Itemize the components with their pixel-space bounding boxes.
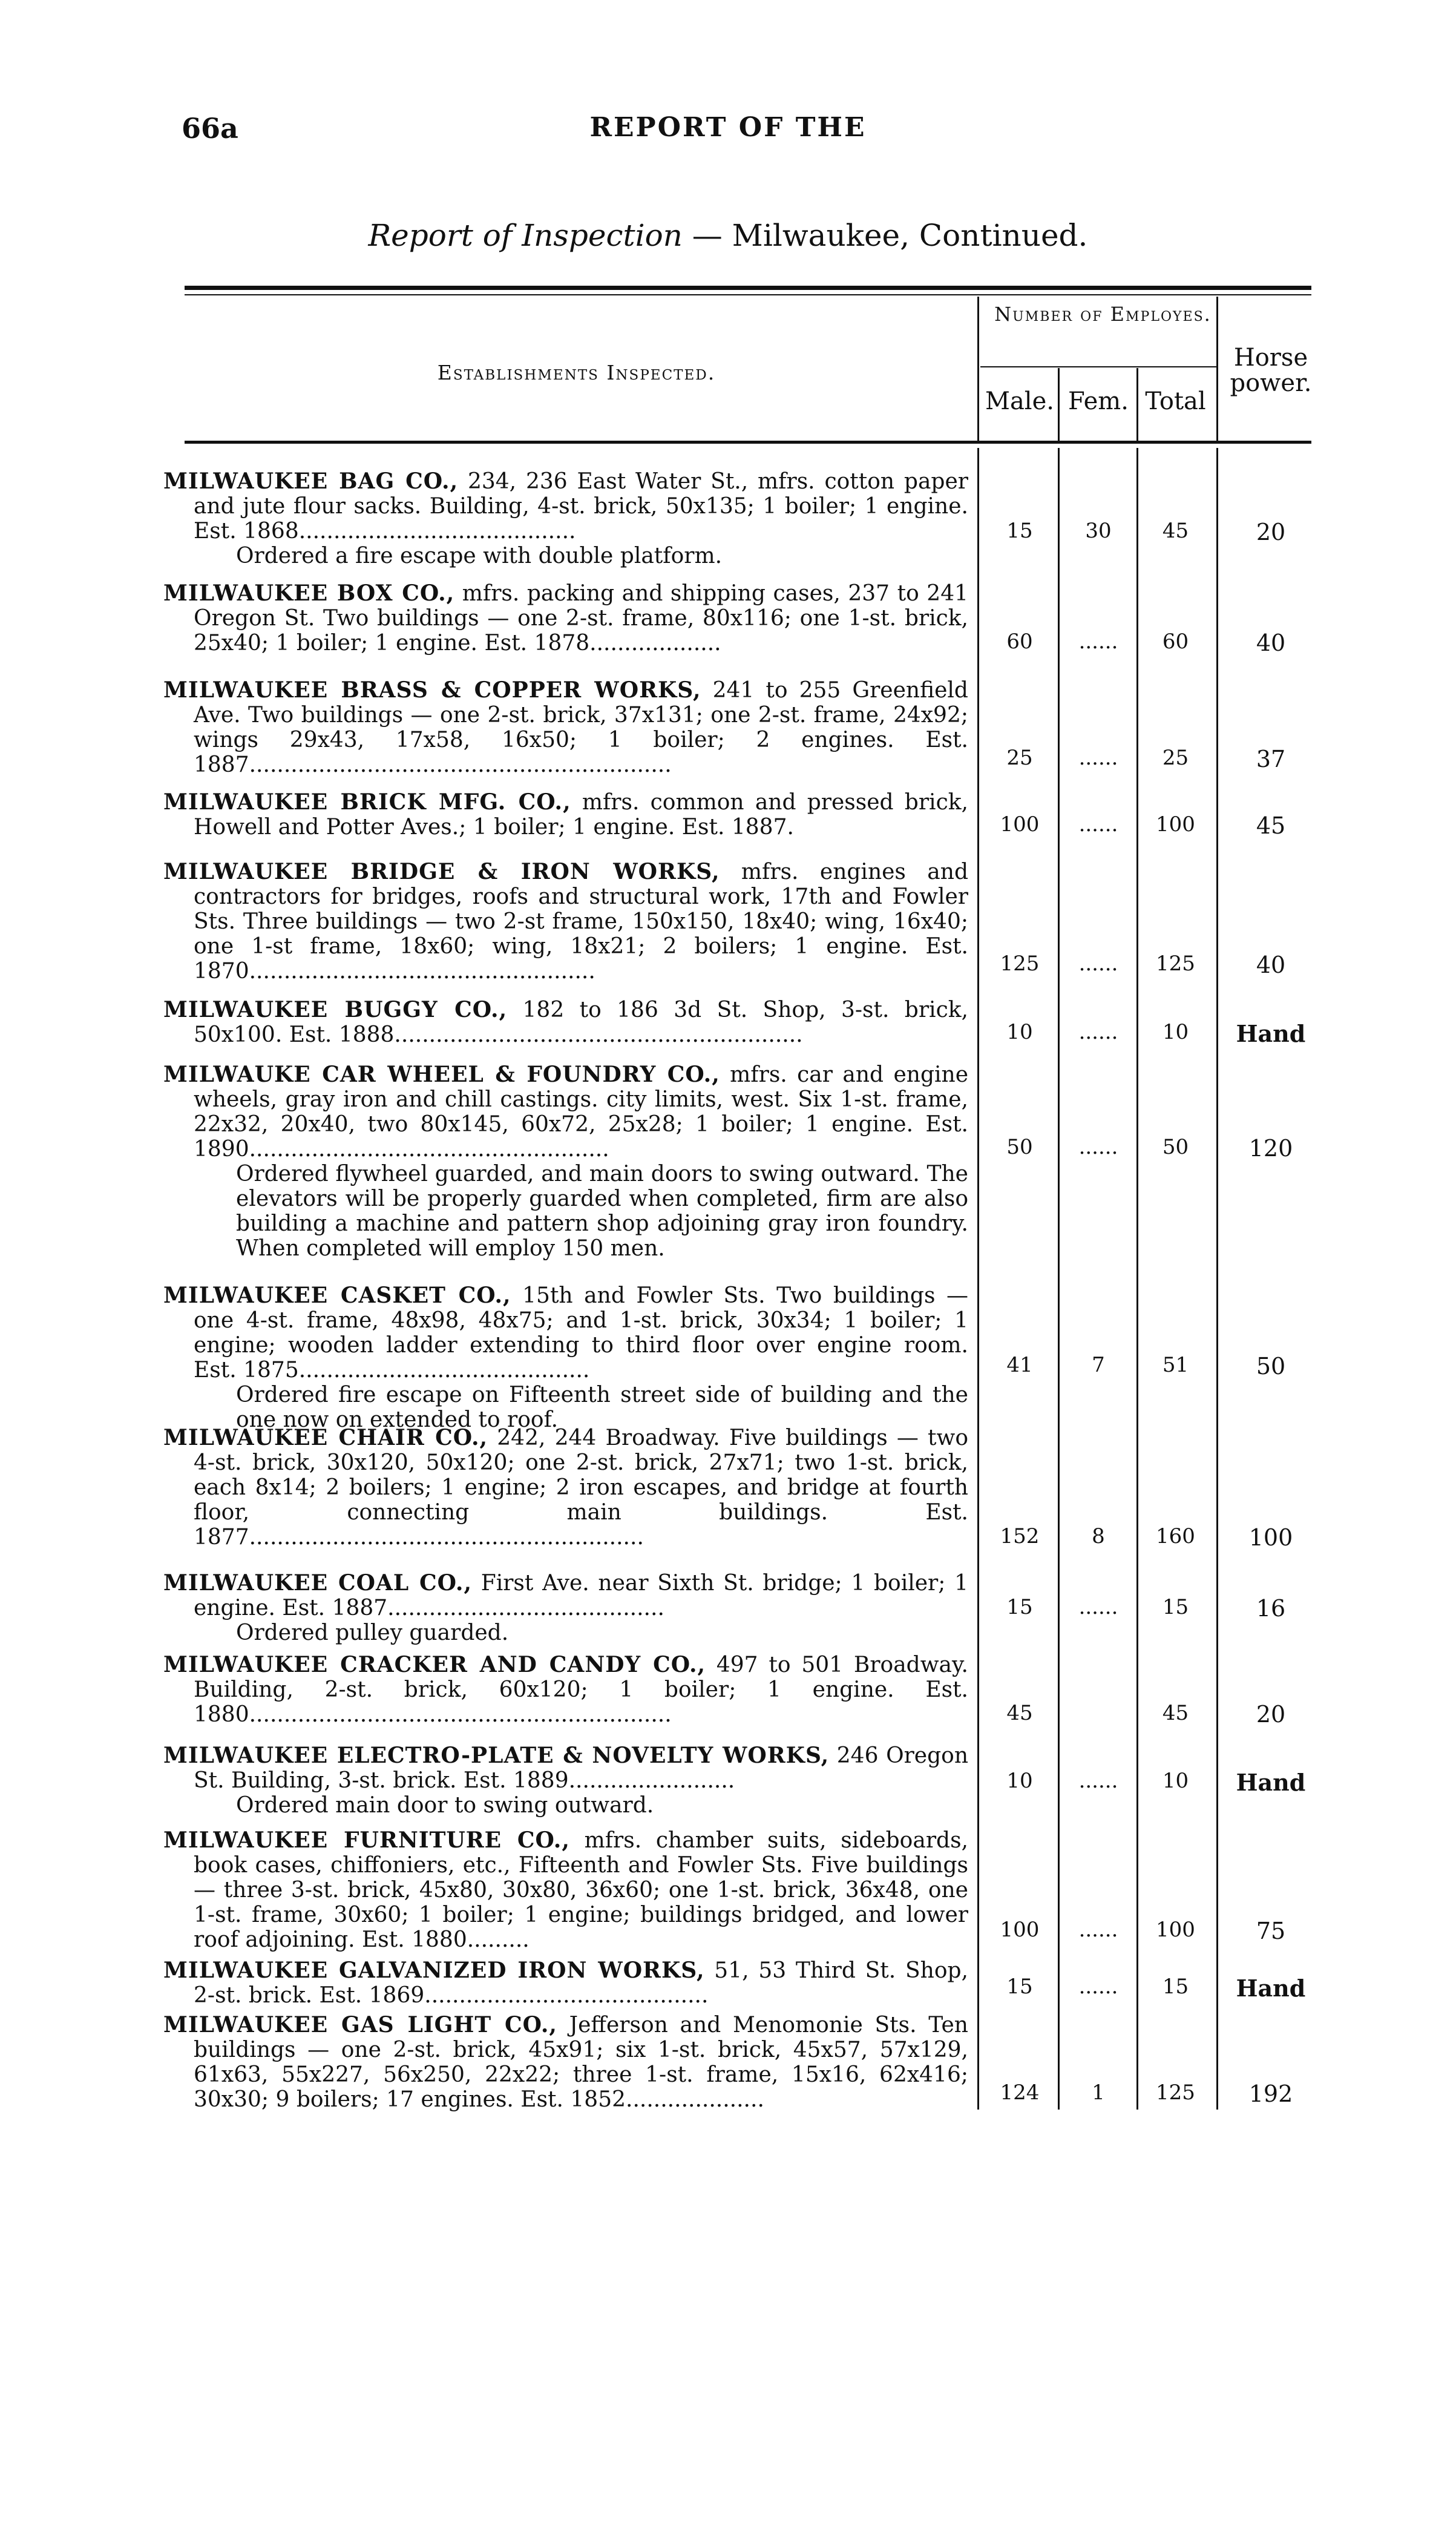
- establishment-entry: [163, 1283, 968, 1432]
- female-count: 7: [1092, 1353, 1105, 1377]
- establishment-name: MILWAUKEE CRACKER AND CANDY CO.,: [163, 1652, 706, 1677]
- inspection-order: Ordered pulley guarded.: [236, 1620, 509, 1645]
- female-count: ......: [1078, 1595, 1118, 1619]
- header-divider-1: [977, 297, 979, 441]
- establishment-name: MILWAUKEE CHAIR CO.,: [163, 1425, 488, 1450]
- total-count: 100: [1156, 812, 1195, 837]
- horse-power-value: Hand: [1236, 1975, 1306, 2002]
- horse-power-value: Hand: [1236, 1020, 1306, 1047]
- inspection-order: Ordered a fire escape with double platform.: [236, 544, 723, 568]
- establishment-details: 242, 244 Broadway. Five buildings — two 4-st. brick, 30x120, 50x120; one 2-st. brick, 27x71; two 1-st. brick, each 8x14; 2 boilers; 1 engine; 2 iron escapes, and bridge at fourth floor, connecting main buildings. Est. 1877.........................................................: [194, 1426, 968, 1550]
- male-count: 15: [1006, 1975, 1033, 1999]
- establishment-name: MILWAUKE CAR WHEEL & FOUNDRY CO.,: [163, 1062, 720, 1087]
- table-top-rule: [185, 286, 1311, 290]
- horse-power-value: 50: [1256, 1353, 1286, 1380]
- establishment-entry: [163, 1571, 968, 1645]
- establishment-details: 51, 53 Third St. Shop, 2-st. brick. Est. 1869.........................................: [194, 1958, 968, 2008]
- male-count: 25: [1006, 746, 1033, 770]
- establishment-details: 234, 236 East Water St., mfrs. cotton paper and jute flour sacks. Building, 4-st. brick, 50x135; 1 boiler; 1 engine. Est. 1868........................................: [194, 469, 968, 544]
- establishment-details: mfrs. engines and contractors for bridges, roofs and structural work, 17th and Fowler Sts. Three buildings — two 2-st frame, 150x150, 18x40; wing, 16x40; one 1-st frame, 18x60; wing, 18x21; 2 boilers; 1 engine. Est. 1870..................................................: [194, 860, 968, 984]
- total-count: 15: [1162, 1975, 1189, 1999]
- column-divider-4: [1216, 448, 1218, 2110]
- establishment-details: mfrs. chamber suits, sideboards, book cases, chiffoniers, etc., Fifteenth and Fowler Sts. Five buildings — three 3-st. brick, 45x80, 30x80, 36x60; one 1-st. brick, 36x48, one 1-st. frame, 30x60; 1 boiler; 1 engine; buildings bridged, and lower roof adjoining. Est. 1880.........: [194, 1828, 968, 1952]
- column-divider-3: [1136, 448, 1138, 2110]
- male-count: 10: [1006, 1020, 1033, 1044]
- horse-power-value: 16: [1256, 1595, 1286, 1622]
- female-count: 8: [1092, 1524, 1105, 1548]
- horse-power-value: 45: [1256, 812, 1286, 839]
- establishment-entry: [163, 790, 968, 840]
- male-count: 41: [1006, 1353, 1033, 1377]
- establishment-entry: [163, 998, 968, 1047]
- inspection-order: Ordered flywheel guarded, and main doors to swing outward. The elevators will be properly guarded when completed, firm are also building a machine and pattern shop adjoining gray iron foundry. When completed will employ 150 men.: [236, 1162, 968, 1261]
- establishment-entry: [163, 469, 968, 568]
- female-count: ......: [1078, 1135, 1118, 1159]
- total-count: 125: [1156, 952, 1195, 976]
- header-establishments: Establishments Inspected.: [437, 361, 716, 384]
- inspection-order: Ordered main door to swing outward.: [236, 1793, 654, 1818]
- establishment-name: MILWAUKEE BUGGY CO.,: [163, 997, 508, 1022]
- total-count: 100: [1156, 1918, 1195, 1942]
- male-count: 125: [1000, 952, 1040, 976]
- horse-power-value: 20: [1256, 1701, 1286, 1728]
- horse-power-value: 120: [1248, 1135, 1293, 1162]
- column-divider-2: [1058, 448, 1060, 2110]
- horse-power-value: 100: [1248, 1524, 1293, 1551]
- establishment-entry: [163, 1426, 968, 1550]
- header-horse-power: Horse power.: [1230, 344, 1312, 397]
- page-number: 66a: [182, 112, 238, 145]
- male-count: 10: [1006, 1769, 1033, 1793]
- establishment-name: MILWAUKEE CASKET CO.,: [163, 1283, 511, 1308]
- horse-power-value: 192: [1248, 2081, 1293, 2107]
- establishment-details: 246 Oregon St. Building, 3-st. brick. Est. 1889........................: [194, 1743, 968, 1793]
- total-count: 60: [1162, 630, 1189, 654]
- establishment-details: 15th and Fowler Sts. Two buildings — one 4-st. frame, 48x98, 48x75; and 1-st. brick, 30x34; 1 boiler; 1 engine; wooden ladder extending to third floor over engine room. Est. 1875..........................................: [194, 1283, 968, 1383]
- male-count: 124: [1000, 2081, 1040, 2105]
- subtitle-italic: Report of Inspection: [368, 218, 683, 253]
- female-count: ......: [1078, 630, 1118, 654]
- male-count: 15: [1006, 1595, 1033, 1619]
- establishment-details: First Ave. near Sixth St. bridge; 1 boiler; 1 engine. Est. 1887........................................: [194, 1571, 968, 1620]
- establishment-name: MILWAUKEE COAL CO.,: [163, 1570, 472, 1596]
- subtitle-rest: — Milwaukee, Continued.: [682, 218, 1088, 253]
- female-count: ......: [1078, 952, 1118, 976]
- establishment-details: mfrs. packing and shipping cases, 237 to 241 Oregon St. Two buildings — one 2-st. frame, 80x116; one 1-st. brick, 25x40; 1 boiler; 1 engine. Est. 1878...................: [194, 581, 969, 656]
- header-male: Male.: [985, 387, 1054, 415]
- establishment-name: MILWAUKEE GALVANIZED IRON WORKS,: [163, 1958, 705, 1983]
- establishment-entry: [163, 2013, 968, 2112]
- establishment-details: mfrs. common and pressed brick, Howell and Potter Aves.; 1 boiler; 1 engine. Est. 1887.: [194, 790, 968, 840]
- total-count: 160: [1156, 1524, 1195, 1548]
- establishment-entry: [163, 1743, 968, 1818]
- running-title: REPORT OF THE: [589, 112, 867, 143]
- establishment-name: MILWAUKEE BRICK MFG. CO.,: [163, 789, 571, 815]
- female-count: ......: [1078, 1769, 1118, 1793]
- employes-underline: [980, 366, 1216, 367]
- establishment-name: MILWAUKEE BRASS & COPPER WORKS,: [163, 677, 701, 703]
- column-divider-1: [977, 448, 979, 2110]
- establishment-details: Jefferson and Menomonie Sts. Ten buildings — one 2-st. brick, 45x91; six 1-st. brick, 45x57, 57x129, 61x63, 55x227, 56x250, 22x22; three 1-st. frame, 15x16, 62x416; 30x30; 9 boilers; 17 engines. Est. 1852....................: [194, 2013, 968, 2112]
- female-count: ......: [1078, 1918, 1118, 1942]
- horse-power-value: 37: [1256, 746, 1286, 772]
- female-count: ......: [1078, 1020, 1118, 1044]
- male-count: 152: [1000, 1524, 1040, 1548]
- female-count: 1: [1092, 2081, 1105, 2105]
- female-count: ......: [1078, 746, 1118, 770]
- total-count: 45: [1162, 1701, 1189, 1725]
- establishment-entry: [163, 1828, 968, 1952]
- header-total: Total: [1145, 387, 1206, 415]
- inspection-order: Ordered fire escape on Fifteenth street side of building and the one now on extended to roof.: [236, 1383, 968, 1432]
- establishment-name: MILWAUKEE BAG CO.,: [163, 469, 459, 494]
- establishment-entry: [163, 1958, 968, 2008]
- establishment-name: MILWAUKEE ELECTRO-PLATE & NOVELTY WORKS,: [163, 1743, 830, 1768]
- total-count: 51: [1162, 1353, 1189, 1377]
- female-count: 30: [1085, 519, 1112, 543]
- total-count: 10: [1162, 1020, 1189, 1044]
- establishment-entry: [163, 678, 968, 777]
- establishment-name: MILWAUKEE FURNITURE CO.,: [163, 1827, 570, 1853]
- establishment-details: 241 to 255 Greenfield Ave. Two buildings — one 2-st. brick, 37x131; one 2-st. frame, 24x92; wings 29x43, 17x58, 16x50; 1 boiler; 2 engines. Est. 1887.............................................................: [194, 678, 968, 777]
- male-count: 15: [1006, 519, 1033, 543]
- establishment-name: MILWAUKEE BOX CO.,: [163, 581, 455, 606]
- female-count: ......: [1078, 812, 1118, 837]
- horse-power-value: Hand: [1236, 1769, 1306, 1796]
- male-count: 100: [1000, 812, 1040, 837]
- total-count: 125: [1156, 2081, 1195, 2105]
- total-count: 15: [1162, 1595, 1189, 1619]
- establishment-details: 182 to 186 3d St. Shop, 3-st. brick, 50x100. Est. 1888...........................................................: [194, 998, 968, 1047]
- header-bottom-rule: [185, 441, 1311, 444]
- table-top-rule-thin: [185, 294, 1311, 295]
- establishment-entry: [163, 1062, 968, 1261]
- total-count: 50: [1162, 1135, 1189, 1159]
- male-count: 45: [1006, 1701, 1033, 1725]
- establishment-entry: [163, 860, 968, 984]
- establishment-entry: [163, 581, 968, 656]
- female-count: ......: [1078, 1975, 1118, 1999]
- total-count: 45: [1162, 519, 1189, 543]
- establishment-details: 497 to 501 Broadway. Building, 2-st. brick, 60x120; 1 boiler; 1 engine. Est. 1880.............................................................: [194, 1653, 968, 1727]
- total-count: 25: [1162, 746, 1189, 770]
- horse-power-value: 75: [1256, 1918, 1286, 1944]
- header-fem: Fem.: [1068, 387, 1129, 415]
- horse-power-value: 40: [1256, 630, 1286, 656]
- establishment-details: mfrs. car and engine wheels, gray iron and chill castings. city limits, west. Six 1-st. frame, 22x32, 20x40, two 80x145, 60x72, 25x28; 1 boiler; 1 engine. Est. 1890....................................................: [194, 1062, 969, 1162]
- total-count: 10: [1162, 1769, 1189, 1793]
- male-count: 50: [1006, 1135, 1033, 1159]
- establishment-entry: [163, 1653, 968, 1727]
- horse-power-value: 20: [1256, 519, 1286, 545]
- page-subtitle: [0, 218, 1456, 253]
- establishment-name: MILWAUKEE GAS LIGHT CO.,: [163, 2012, 557, 2038]
- header-number-of-employes: Number of Employes.: [994, 303, 1212, 326]
- horse-power-value: 40: [1256, 952, 1286, 978]
- establishment-name: MILWAUKEE BRIDGE & IRON WORKS,: [163, 859, 720, 884]
- male-count: 100: [1000, 1918, 1040, 1942]
- male-count: 60: [1006, 630, 1033, 654]
